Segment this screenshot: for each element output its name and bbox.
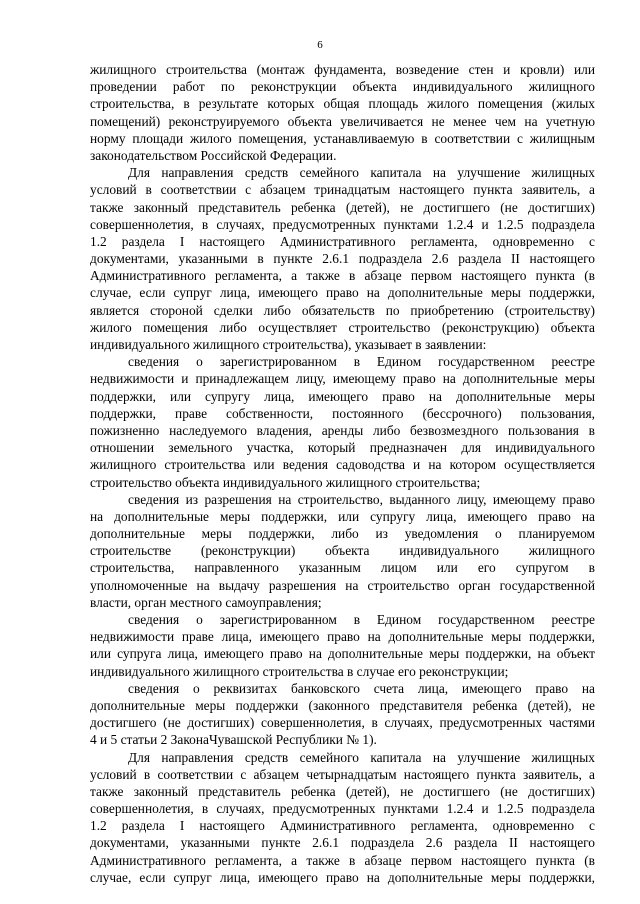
text-line: дополнительные меры поддержки, либо из уведомления о планируемом (90, 526, 595, 542)
text-line: проведении работ по реконструкции объекта индивидуального жилищного (90, 79, 595, 95)
text-line: дополнительные меры поддержки (законного представителя ребенка (детей), не (90, 697, 595, 713)
document-body-text (90, 61, 595, 886)
text-line: сведения о реквизитах банковского счета лица, имеющего право на (128, 680, 595, 696)
text-line: Для направления средств семейного капитала на улучшение жилищных (128, 165, 595, 181)
text-line: индивидуального жилищного строительства в случае его реконструкции; (90, 663, 509, 679)
text-line: достигшего (не достигших) совершеннолетия, в случаях, предусмотренных частями (90, 715, 595, 731)
text-line: строительстве (реконструкции) объекта индивидуального жилищного (90, 543, 595, 559)
text-line: условий в соответствии с абзацем четырнадцатым настоящего пункта заявитель, а (90, 766, 595, 782)
text-line: пожизненно наследуемого владения, аренды либо безвозмездного пользования в (90, 422, 595, 438)
text-line: совершеннолетия, в случаях, предусмотренных пунктами 1.2.4 и 1.2.5 подраздела (90, 216, 595, 232)
text-line: Административного регламента, а также в абзаце первом настоящего пункта (в (90, 852, 595, 868)
text-line: жилого помещения либо осуществляет строительство (реконструкцию) объекта (90, 319, 595, 335)
text-line: сведения из разрешения на строительство, выданного лицу, имеющему право (128, 491, 595, 507)
text-line: строительство объекта индивидуального жилищного строительства; (90, 474, 481, 490)
text-line: документами, указанными пункте 2.6.1 подраздела 2.6 раздела II настоящего (90, 835, 595, 851)
text-line: строительства, направленного указанным лицом или его супругом в (90, 560, 595, 576)
text-line: жилищного строительства или ведения садоводства и на котором осуществляется (90, 457, 595, 473)
text-line: случае, если супруг лица, имеющего право на дополнительные меры поддержки, (90, 285, 595, 301)
text-line: жилищного строительства (монтаж фундамента, возведение стен и кровли) или (90, 62, 595, 77)
text-line: или супруга лица, имеющего право на дополнительные меры поддержки, на объект (90, 646, 595, 662)
text-line: условий в соответствии с абзацем тринадцатым настоящего пункта заявитель, а (90, 182, 595, 198)
text-line: сведения о зарегистрированном в Едином государственном реестре (128, 354, 595, 370)
text-line: Административного регламента, а также в абзаце первом настоящего пункта (в (90, 268, 595, 284)
text-line: власти, орган местного самоуправления; (90, 594, 322, 610)
text-line: также законный представитель ребенка (детей), не достигшего (не достигших) (90, 199, 595, 215)
text-line: случае, если супруг лица, имеющего право на дополнительные меры поддержки, (90, 869, 595, 885)
text-line: на дополнительные меры поддержки, или супругу лица, имеющего право на (90, 508, 595, 524)
text-line: поддержки, праве собственности, постоянного (бессрочного) пользования, (90, 405, 595, 421)
text-line: 1.2 раздела I настоящего Административного регламента, одновременно с (90, 233, 595, 249)
text-line: помещений) реконструируемого объекта увеличивается не менее чем на учетную (90, 113, 595, 129)
page-number: 6 (317, 39, 323, 51)
text-line: строительства, в результате которых общая площадь жилого помещения (жилых (90, 96, 595, 112)
text-line: является стороной сделки либо обязательств по приобретению (строительству) (90, 302, 595, 318)
text-line: уполномоченные на выдачу разрешения на строительство орган государственной (90, 577, 595, 593)
text-line: также законный представитель ребенка (детей), не достигшего (не достигших) (90, 783, 595, 799)
text-line: норму площади жилого помещения, устанавливаемую в соответствии с жилищным (90, 130, 595, 146)
text-line: 4 и 5 статьи 2 ЗаконаЧувашской Республики № 1). (90, 732, 377, 748)
text-line: поддержки, или супругу лица, имеющего право на дополнительные меры (90, 388, 595, 404)
text-line: сведения о зарегистрированном в Едином государственном реестре (128, 612, 595, 627)
text-line: совершеннолетия, в случаях, предусмотренных пунктами 1.2.4 и 1.2.5 подраздела (90, 801, 595, 817)
text-line: недвижимости праве лица, имеющего право на дополнительные меры поддержки, (90, 629, 595, 645)
text-line: законодательством Российской Федерации. (90, 147, 337, 163)
text-line: документами, указанными в пункте 2.6.1 подраздела 2.6 раздела II настоящего (90, 251, 595, 267)
text-line: недвижимости и принадлежащем лицу, имеющему право на дополнительные меры (90, 371, 595, 387)
text-line: индивидуального жилищного строительства), указывает в заявлении: (90, 337, 487, 352)
text-line: 1.2 раздела I настоящего Административного регламента, одновременно с (90, 818, 595, 834)
text-line: Для направления средств семейного капитала на улучшение жилищных (128, 749, 595, 765)
text-line: отношении земельного участка, который предназначен для индивидуального (90, 440, 595, 456)
